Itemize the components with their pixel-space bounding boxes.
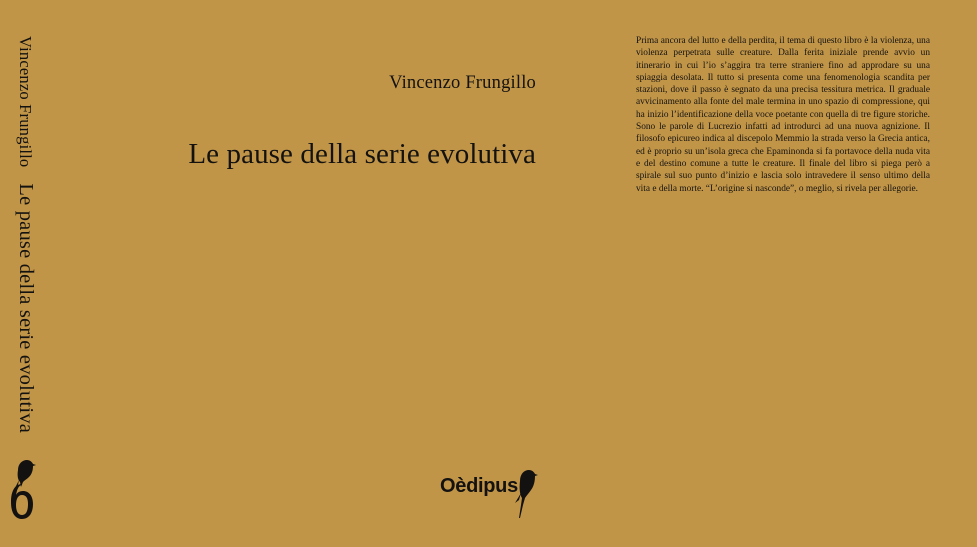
bird-on-letter-o-icon: [6, 458, 38, 520]
spine-text: [14, 36, 37, 433]
spine-title: Le pause della serie evolutiva: [15, 183, 37, 434]
publisher-logo: [440, 467, 540, 519]
back-cover-blurb: Prima ancora del lutto e della perdita, il tema di questo libro è la violenza, una violenza perpetrata sulle creature. Dalla ferita iniziale prende avvio un itinerario in cui l’io s’aggira tra terre straniere fino ad approdare su una spiaggia desolata. Il tutto si presenta come una fenomenologia scandita per stazioni, dove il passo è segnato da una precisa tessitura metrica. Il graduale avvicinamento alla fonte del male termina in uno spazio di compressione, qui ha inizio l’identificazione della voce poetante con quella di tre figure storiche. Sono le parole di Lucrezio infatti ad introdurci ad una nuova agnizione. Il filosofo epicureo indica al discepolo Memmio la strada verso la Grecia antica, ed è proprio su un’isola greca che Epaminonda si fa portavoce della nuda vita e del destino comune a tutte le creature. Il finale del libro si piega però a spirale sul suo punto d’inizio e lascia solo intravedere il senso ultimo della vita e della morte. “L’origine si nasconde”, o meglio, si rivela per allegorie.: [636, 36, 930, 194]
spine-author: Vincenzo Frungillo: [16, 36, 35, 168]
cover-title: Le pause della serie evolutiva: [188, 138, 536, 170]
publisher-name: Oèdipus: [440, 475, 518, 497]
bird-icon: [512, 467, 538, 519]
book-spine: [0, 0, 44, 547]
cover-author: Vincenzo Frungillo: [389, 73, 536, 93]
